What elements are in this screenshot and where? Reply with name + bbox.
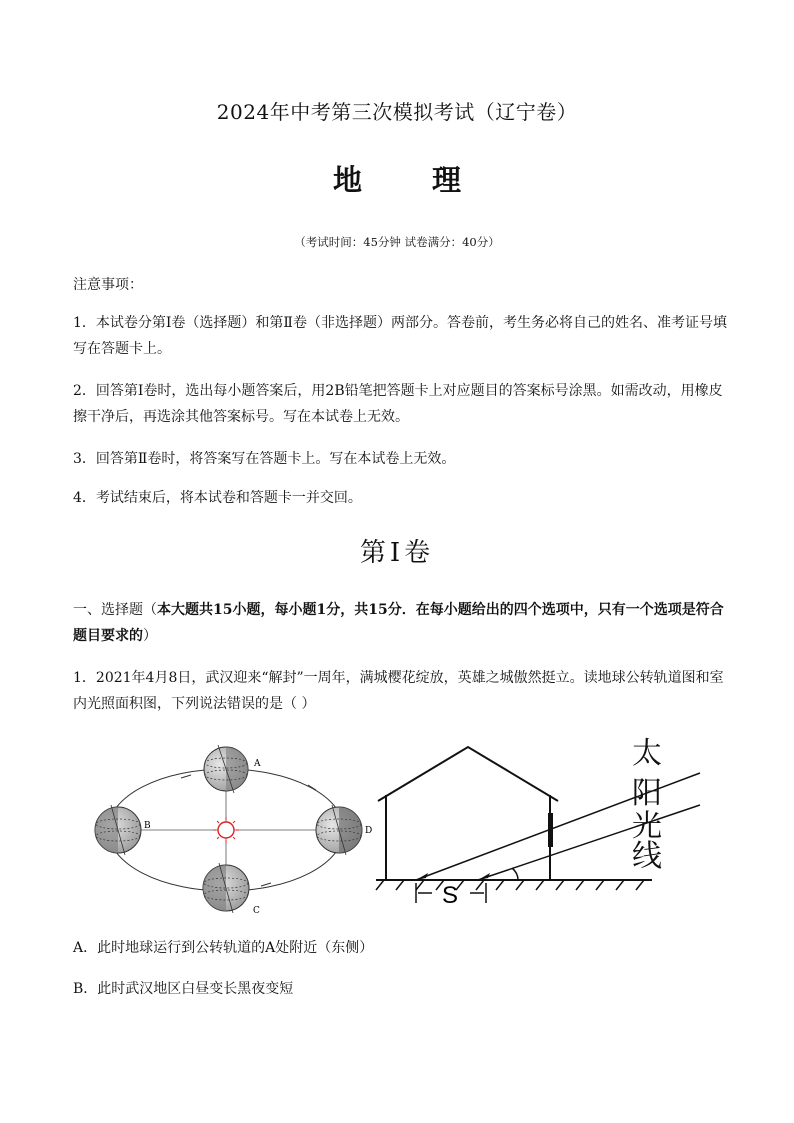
option-b: B．此时武汉地区白昼变长黑夜变短 [73,981,294,997]
orbit-diagram [86,733,386,918]
exam-title: 2024年中考第三次模拟考试（辽宁卷） [216,100,578,124]
angle-arc [512,868,518,880]
notice-item-4: 4．考试结束后，将本试卷和答题卡一并交回。 [73,490,362,506]
arrowhead-icon [478,873,490,880]
section-instructions: 本大题共15小题，每小题1分，共15分．在每小题给出的四个选项中，只有一个选项是符合题目要求的 [73,602,724,644]
label-d: D [365,826,373,836]
option-a: A．此时地球运行到公转轨道的A处附近（东侧） [73,940,374,956]
sunlight-char-2: 阳 [632,776,662,811]
notice-item-1: 1．本试卷分第Ⅰ卷（选择题）和第Ⅱ卷（非选择题）两部分。答卷前，考生务必将自己的姓名、准考证号填写在答题卡上。 [73,315,727,357]
orbit-arrow [261,883,271,886]
notice-heading: 注意事项： [73,277,143,293]
label-b: B [144,821,151,831]
orbit-arrow [181,775,191,778]
s-label: S [442,882,459,909]
orbit-arrow [308,785,316,790]
notice-item-3: 3．回答第Ⅱ卷时，将答案写在答题卡上。写在本试卷上无效。 [73,451,456,467]
sunlight-char-4: 线 [632,839,662,874]
section-prefix: 一、选择题（ [73,602,157,618]
part-title: 第Ⅰ卷 [359,538,435,568]
label-c: C [253,906,260,916]
exam-info: （考试时间：45分钟 试卷满分：40分） [294,235,500,249]
sunlight-char-3: 光 [632,809,662,844]
section-heading [73,597,733,649]
label-a: A [254,759,261,769]
question-1-stem: 1．2021年4月8日，武汉迎来“解封”一周年，满城樱花绽放，英雄之城傲然挺立。读地球公转轨道图和室内光照面积图，下列说法错误的是（ ） [73,670,724,712]
notice-item-2: 2．回答第Ⅰ卷时，选出每小题答案后，用2B铅笔把答题卡上对应题目的答案标号涂黑。如需改动，用橡皮擦干净后，再选涂其他答案标号。写在本试卷上无效。 [73,383,723,425]
earth-a-icon [204,745,261,793]
earth-d-icon [316,805,372,855]
section-suffix: ） [143,628,157,644]
sunlight-char-1: 太 [632,736,662,771]
sunray-lower [478,805,700,880]
house-sunlight-diagram [370,733,710,913]
subject-title: 地 理 [332,163,492,197]
arrowhead-icon [416,873,428,880]
house-roof [378,747,558,801]
